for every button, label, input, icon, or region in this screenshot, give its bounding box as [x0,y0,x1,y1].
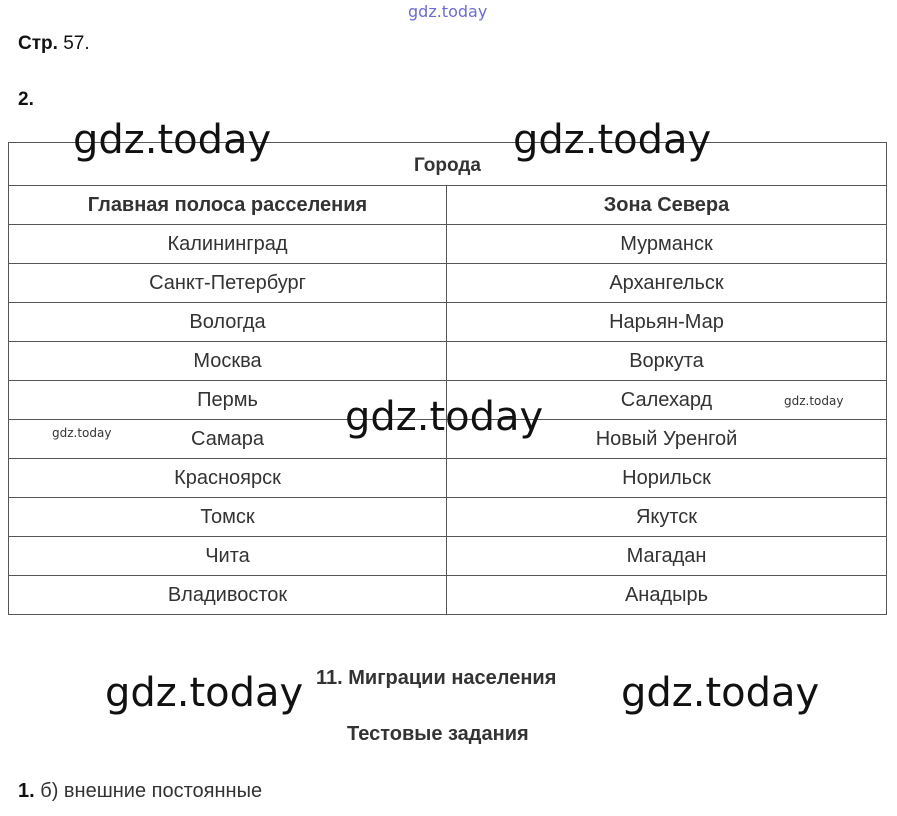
city-north-cell: Нарьян-Мар [447,303,887,342]
answer-number: 1. [18,780,35,802]
header-north-zone: Зона Севера [447,186,887,225]
city-north-cell: Новый Уренгой [447,420,887,459]
table-row [9,342,887,381]
answer-text: б) внешние постоянные [34,780,263,802]
watermark: gdz.today [621,670,820,716]
table-title: Города [9,143,887,186]
watermark: gdz.today [52,426,112,440]
city-north-cell: Архангельск [447,264,887,303]
page-ref-number: 57. [63,33,90,54]
city-north-cell: Норильск [447,459,887,498]
table-row [9,303,887,342]
page-reference [18,33,90,55]
table-header-row [9,186,887,225]
city-main-cell: Москва [9,342,447,381]
table-row [9,498,887,537]
cities-table [8,142,887,615]
city-main-cell: Красноярск [9,459,447,498]
table-row [9,576,887,615]
city-north-cell: Магадан [447,537,887,576]
city-main-cell: Самара [9,420,447,459]
city-north-cell: Мурманск [447,225,887,264]
table-row [9,459,887,498]
city-north-cell: Якутск [447,498,887,537]
section-title: 11. Миграции населения [316,667,557,689]
table-row [9,225,887,264]
answer-line [18,780,262,803]
table-row [9,264,887,303]
task-number: 2. [18,89,34,110]
city-north-cell: Анадырь [447,576,887,615]
header-main-belt: Главная полоса расселения [9,186,447,225]
city-main-cell: Санкт-Петербург [9,264,447,303]
watermark: gdz.today [345,394,544,440]
watermark: gdz.today [105,670,304,716]
city-main-cell: Томск [9,498,447,537]
city-main-cell: Калининград [9,225,447,264]
city-north-cell: Салехард [447,381,887,420]
page-ref-label: Стр. [18,33,58,54]
city-main-cell: Пермь [9,381,447,420]
city-north-cell: Воркута [447,342,887,381]
city-main-cell: Вологда [9,303,447,342]
table-row [9,537,887,576]
watermark: gdz.today [513,117,712,163]
city-main-cell: Чита [9,537,447,576]
watermark-top: gdz.today [408,2,488,21]
city-main-cell: Владивосток [9,576,447,615]
subsection-title: Тестовые задания [347,723,529,745]
watermark: gdz.today [73,117,272,163]
watermark: gdz.today [784,394,844,408]
